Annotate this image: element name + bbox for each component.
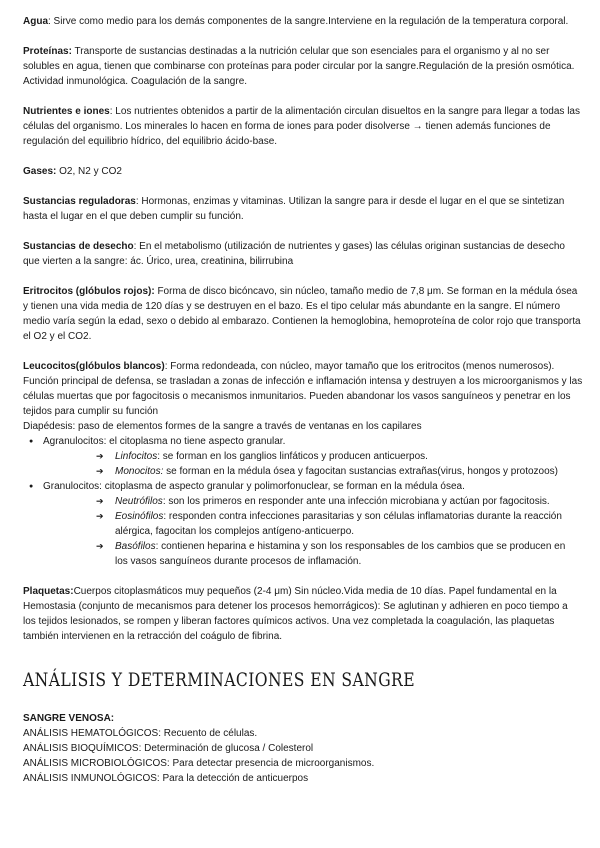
paragraph-leucocitos	[23, 359, 583, 419]
leucocyte-types-list	[23, 434, 583, 569]
text-desecho: : En el metabolismo (utilización de nutrientes y gases) las células originan sustancias de desecho que vierten a la sangre: ác. Úrico, urea, creatinina, bilirrubina	[23, 241, 565, 267]
text-gases: O2, N2 y CO2	[56, 166, 122, 177]
granulocitos-sublist	[43, 494, 583, 569]
paragraph-diapedesis: Diapédesis: paso de elementos formes de la sangre a través de ventanas en los capilares	[23, 421, 422, 432]
term-basofilos: Basófilos	[115, 541, 156, 552]
text-monocitos: se forman en la médula ósea y fagocitan sustancias extrañas(virus, hongos y protozoos)	[163, 466, 559, 477]
text-neutrofilos: : son los primeros en responder ante una infección microbiana y actúan por fagocitosis.	[162, 496, 550, 507]
term-linfocitos: Linfocitos	[115, 451, 158, 462]
term-agua: Agua	[23, 16, 48, 27]
paragraph-plaquetas	[23, 584, 583, 644]
list-item-eosinofilos	[43, 509, 583, 539]
list-item-neutrofilos	[43, 494, 583, 509]
text-leucocitos: : Forma redondeada, con núcleo, mayor tamaño que los eritrocitos (menos numerosos). Función principal de defensa, se trasladan a zonas de infección e inflamación intensa y destruyen a los microorganismos y las células muertas que por fagocitosis o mecanismos inmunitarios. Pueden abandonar los vasos sanguíneos y penetrar en los tejidos para cumplir su función	[23, 361, 583, 417]
paragraph-proteinas	[23, 44, 583, 89]
analysis-subtitle-text: SANGRE VENOSA:	[23, 713, 115, 724]
term-eosinofilos: Eosinófilos	[115, 511, 164, 522]
section-title-analisis: ANÁLISIS Y DETERMINACIONES EN SANGRE	[23, 669, 415, 691]
text-agua: : Sirve como medio para los demás componentes de la sangre.Interviene en la regulación de la temperatura corporal.	[48, 16, 569, 27]
granulocitos-text: Granulocitos: citoplasma de aspecto granular y polimorfonuclear, se forman en la médula ósea.	[43, 481, 465, 492]
text-proteinas: Transporte de sustancias destinadas a la nutrición celular que son esenciales para el organismo y al no ser solubles en agua, tienen que combinarse con proteínas para poder circular por la sangre.Regulación de la presión osmótica. Actividad inmunológica. Coagulación de la sangre.	[23, 46, 575, 87]
paragraph-eritrocitos	[23, 284, 583, 344]
analysis-line-hematologicos: ANÁLISIS HEMATOLÓGICOS: Recuento de células.	[23, 728, 258, 739]
text-reguladoras: : Hormonas, enzimas y vitaminas. Utilizan la sangre para ir desde el lugar en el que se sintetizan hasta el lugar en el que deben cumplir su función.	[23, 196, 565, 222]
analysis-subtitle	[23, 711, 583, 726]
document-page	[23, 14, 583, 786]
term-neutrofilos: Neutrófilos	[115, 496, 163, 507]
paragraph-desecho	[23, 239, 583, 269]
term-eritrocitos: Eritrocitos (glóbulos rojos):	[23, 286, 155, 297]
agranulocitos-sublist	[43, 449, 583, 479]
text-basofilos: : contienen heparina e histamina y son los responsables de los cambios que se producen en los vasos sanguíneos durante procesos de inflamación.	[115, 541, 566, 567]
term-gases: Gases:	[23, 166, 57, 177]
text-plaquetas: Cuerpos citoplasmáticos muy pequeños (2-4 μm) Sin núcleo.Vida media de 10 días. Papel fundamental en la Hemostasia (conjunto de mecanismos para detener los procesos hemorrágicos): Se aglutinan y adhieren en poco tiempo a los tejidos lesionados, se rompen y liberan factores químicos activos. Una vez completada la coagulación, las plaquetas también intervienen en la retracción del coágulo de fibrina.	[23, 586, 568, 642]
term-proteinas: Proteínas:	[23, 46, 72, 57]
analysis-line-microbiologicos: ANÁLISIS MICROBIOLÓGICOS: Para detectar presencia de microorganismos.	[23, 758, 375, 769]
paragraph-reguladoras	[23, 194, 583, 224]
term-monocitos: Monocitos:	[115, 466, 164, 477]
agranulocitos-text: Agranulocitos: el citoplasma no tiene aspecto granular.	[43, 436, 286, 447]
text-eritrocitos: Forma de disco bicóncavo, sin núcleo, tamaño medio de 7,8 μm. Se forman en la médula ósea y tienen una vida media de 120 días y se destruyen en el bazo. Es el tipo celular más abundante en la sangre. El número medio varía según la edad, sexo o debido al embarazo. Contienen la hemoglobina, hemoproteína de color rojo que transporta el O2 y el CO2.	[23, 286, 581, 342]
paragraph-agua	[23, 14, 583, 29]
paragraph-nutrientes	[23, 104, 583, 149]
list-item-linfocitos	[43, 449, 583, 464]
term-plaquetas: Plaquetas:	[23, 586, 74, 597]
text-linfocitos: : se forman en los ganglios linfáticos y producen anticuerpos.	[157, 451, 428, 462]
list-item-agranulocitos	[23, 434, 583, 479]
term-nutrientes: Nutrientes e iones	[23, 106, 110, 117]
analysis-line-inmunologicos: ANÁLISIS INMUNOLÓGICOS: Para la detección de anticuerpos	[23, 773, 309, 784]
term-leucocitos: Leucocitos(glóbulos blancos)	[23, 361, 165, 372]
term-reguladoras: Sustancias reguladoras	[23, 196, 136, 207]
term-desecho: Sustancias de desecho	[23, 241, 134, 252]
paragraph-gases	[23, 164, 583, 179]
list-item-monocitos	[43, 464, 583, 479]
list-item-granulocitos	[23, 479, 583, 569]
text-nutrientes: : Los nutrientes obtenidos a partir de la alimentación circulan disueltos en la sangre para llegar a todas las células del organismo. Los minerales lo hacen en forma de iones para poder disolverse → tienen además funciones de regulación del equilibrio hídrico, del equilibrio ácido-base.	[23, 106, 580, 147]
analysis-line-bioquimicos: ANÁLISIS BIOQUÍMICOS: Determinación de glucosa / Colesterol	[23, 743, 314, 754]
analysis-block	[23, 711, 583, 786]
text-eosinofilos: : responden contra infecciones parasitarias y son células inflamatorias durante la reacción alérgica, fagocitan los complejos antígeno-anticuerpo.	[115, 511, 562, 537]
list-item-basofilos	[43, 539, 583, 569]
